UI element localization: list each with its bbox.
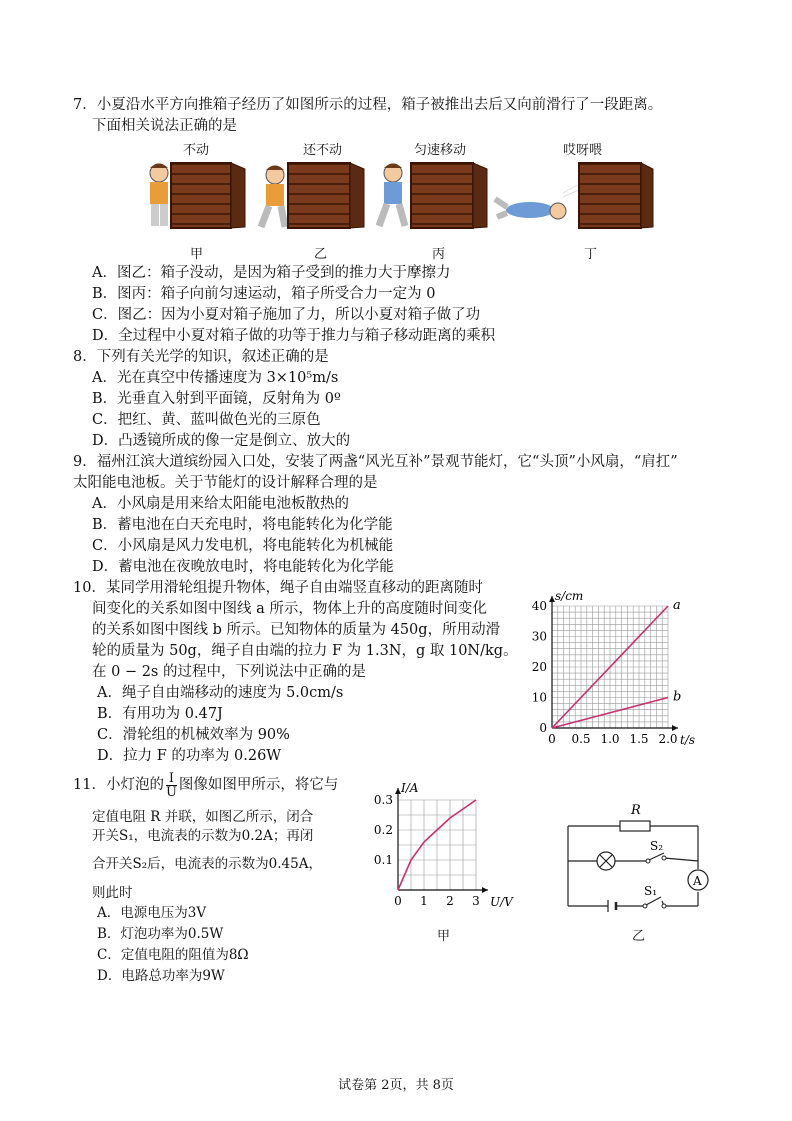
q10-option-a: A．绳子自由端移动的速度为 5.0cm/s	[97, 685, 344, 701]
q10-stem-line2: 间变化的关系如图中图线 a 所示，物体上升的高度随时间变化	[92, 601, 487, 617]
x-tick-label: 1.5	[629, 732, 649, 746]
q11-stem-line1	[73, 770, 338, 800]
q11-option-b: B．灯泡功率为0.5W	[97, 926, 224, 942]
x-tick-label: 1.0	[600, 732, 620, 746]
q10-stem-line3: 的关系如图中图线 b 所示。已知物体的质量为 450g，所用动滑	[92, 622, 501, 638]
ammeter-label: A	[693, 874, 702, 888]
q10-option-d: D．拉力 F 的功率为 0.26W	[97, 748, 282, 764]
switch-s2-label: S₂	[650, 839, 664, 853]
x-tick-label: 0.5	[571, 732, 591, 746]
x-axis-label: U/V	[490, 895, 513, 909]
q7-option-a: A．图乙：箱子没动，是因为箱子受到的推力大于摩擦力	[92, 265, 451, 281]
x-tick-label: 2	[446, 894, 454, 908]
switch-s2-icon	[646, 853, 666, 863]
q10-distance-time-graph	[528, 584, 708, 749]
x-tick-label: 0	[394, 894, 402, 908]
q10-stem-line5: 在 0 − 2s 的过程中，下列说法中正确的是	[92, 664, 366, 680]
x-tick-label: 1	[420, 894, 428, 908]
q7-panel1-label: 不动	[183, 143, 210, 158]
q11-stem-line3: 开关S₁，电流表的示数为0.2A；再闭	[92, 828, 314, 844]
y-axis-label: I/A	[401, 781, 419, 795]
q7-panel1-caption: 甲	[190, 247, 204, 262]
series-label-b: b	[673, 689, 682, 705]
resistor-icon	[620, 821, 650, 831]
y-tick-label: 0.1	[373, 853, 393, 867]
q11-iu-fraction	[166, 772, 177, 799]
x-tick-label: 0	[548, 732, 556, 746]
crate-icon	[288, 163, 364, 228]
q8-stem: 8．下列有关光学的知识，叙述正确的是	[73, 349, 329, 365]
q11-graph-caption: 甲	[437, 929, 451, 944]
y-tick-label: 0.2	[373, 823, 393, 837]
q7-panel4-caption: 丁	[584, 247, 598, 262]
x-tick-label: 2.0	[658, 732, 678, 746]
battery-icon	[608, 900, 616, 912]
x-tick-label: 3	[472, 894, 480, 908]
switch-s1-label: S₁	[644, 884, 658, 898]
q8-option-d: D．凸透镜所成的像一定是倒立、放大的	[92, 433, 351, 449]
q7-panel2-caption: 乙	[314, 247, 328, 262]
q7-stem-line2: 下面相关说法正确的是	[92, 118, 237, 134]
boy-pushing-icon	[261, 166, 285, 228]
y-tick-label: 10	[531, 690, 547, 705]
q9-stem-line2: 太阳能电池板。关于节能灯的设计解释合理的是	[73, 475, 378, 491]
y-tick-label: 0	[539, 721, 547, 735]
q10-option-c: C．滑轮组的机械效率为 90%	[97, 727, 290, 743]
q11-stem-line5: 则此时	[92, 885, 133, 901]
q11-stem-line2: 定值电阻 R 并联，如图乙所示，闭合	[92, 809, 314, 825]
q7-box-pushing-illustration	[135, 155, 655, 235]
q11-circuit-caption: 乙	[632, 929, 646, 944]
q9-option-d: D．蓄电池在夜晚放电时，将电能转化为化学能	[92, 559, 394, 575]
q11-option-c: C．定值电阻的阻值为8Ω	[97, 947, 249, 963]
boy-falling-icon	[495, 183, 581, 219]
crate-icon	[411, 163, 487, 228]
q9-option-c: C．小风扇是风力发电机，将电能转化为机械能	[92, 538, 394, 554]
x-axis-arrow	[482, 887, 488, 893]
q11-circuit-diagram	[560, 796, 730, 921]
q10-option-b: B．有用功为 0.47J	[97, 706, 223, 722]
y-tick-label: 20	[531, 660, 547, 674]
q11-option-d: D．电路总功率为9W	[97, 968, 225, 984]
q7-option-b: B．图丙：箱子向前匀速运动，箱子所受合力一定为 0	[92, 286, 436, 302]
y-tick-label: 0.3	[373, 793, 393, 807]
q7-panel2-label: 还不动	[303, 143, 343, 158]
page-footer: 试卷第 2页，共 8页	[338, 1078, 454, 1093]
x-axis-label: t/s	[680, 733, 696, 747]
q7-option-c: C．图乙：因为小夏对箱子施加了力，所以小夏对箱子做了功	[92, 307, 481, 323]
y-tick-label: 40	[531, 599, 547, 613]
q7-stem-line1: 7．小夏沿水平方向推箱子经历了如图所示的过程，箱子被推出去后又向前滑行了一段距离。	[73, 97, 663, 113]
q11-frac-numerator: I	[166, 772, 177, 786]
series-label-a: a	[673, 598, 681, 613]
q9-option-a: A．小风扇是用来给太阳能电池板散热的	[92, 496, 349, 512]
q7-panel3-label: 匀速移动	[414, 143, 467, 158]
y-tick-label: 30	[531, 629, 547, 644]
y-axis-label: s/cm	[555, 589, 584, 603]
q7-panel3-caption: 丙	[432, 247, 446, 262]
boy-pushing-icon	[379, 164, 405, 227]
q7-panel4-label: 哎呀喂	[563, 143, 603, 158]
q7-option-d: D．全过程中小夏对箱子做的功等于推力与箱子移动距离的乘积	[92, 328, 496, 344]
crate-icon	[579, 163, 653, 228]
q9-option-b: B．蓄电池在白天充电时，将电能转化为化学能	[92, 517, 393, 533]
q11-stem-line4: 合开关S₂后，电流表的示数为0.45A，	[92, 856, 322, 872]
q10-stem-line4: 轮的质量为 50g，绳子自由端的拉力 F 为 1.3N，g 取 10N/kg。	[92, 643, 518, 659]
q11-frac-denominator: U	[165, 784, 177, 800]
q11-stem-post: 图像如图甲所示，将它与	[178, 777, 339, 793]
q11-stem-pre: 11．小灯泡的	[73, 777, 164, 793]
x-axis-arrow	[672, 725, 678, 731]
lamp-icon	[597, 852, 615, 870]
q10-stem-line1: 10．某同学用滑轮组提升物体，绳子自由端竖直移动的距离随时	[73, 580, 483, 596]
q9-stem-line1: 9．福州江滨大道缤纷园入口处，安装了两盏“风光互补”景观节能灯，它“头顶”小风扇，“肩扛”	[73, 454, 678, 470]
q8-option-a: A．光在真空中传播速度为 3×10⁵m/s	[92, 370, 339, 386]
q11-option-a: A．电源电压为3V	[97, 905, 207, 921]
q8-option-c: C．把红、黄、蓝叫做色光的三原色	[92, 412, 321, 428]
q11-iu-graph	[368, 780, 518, 920]
resistor-label: R	[631, 803, 641, 818]
boy-pushing-icon	[150, 164, 168, 227]
q8-option-b: B．光垂直入射到平面镜，反射角为 0º	[92, 391, 341, 407]
crate-icon	[171, 163, 245, 228]
